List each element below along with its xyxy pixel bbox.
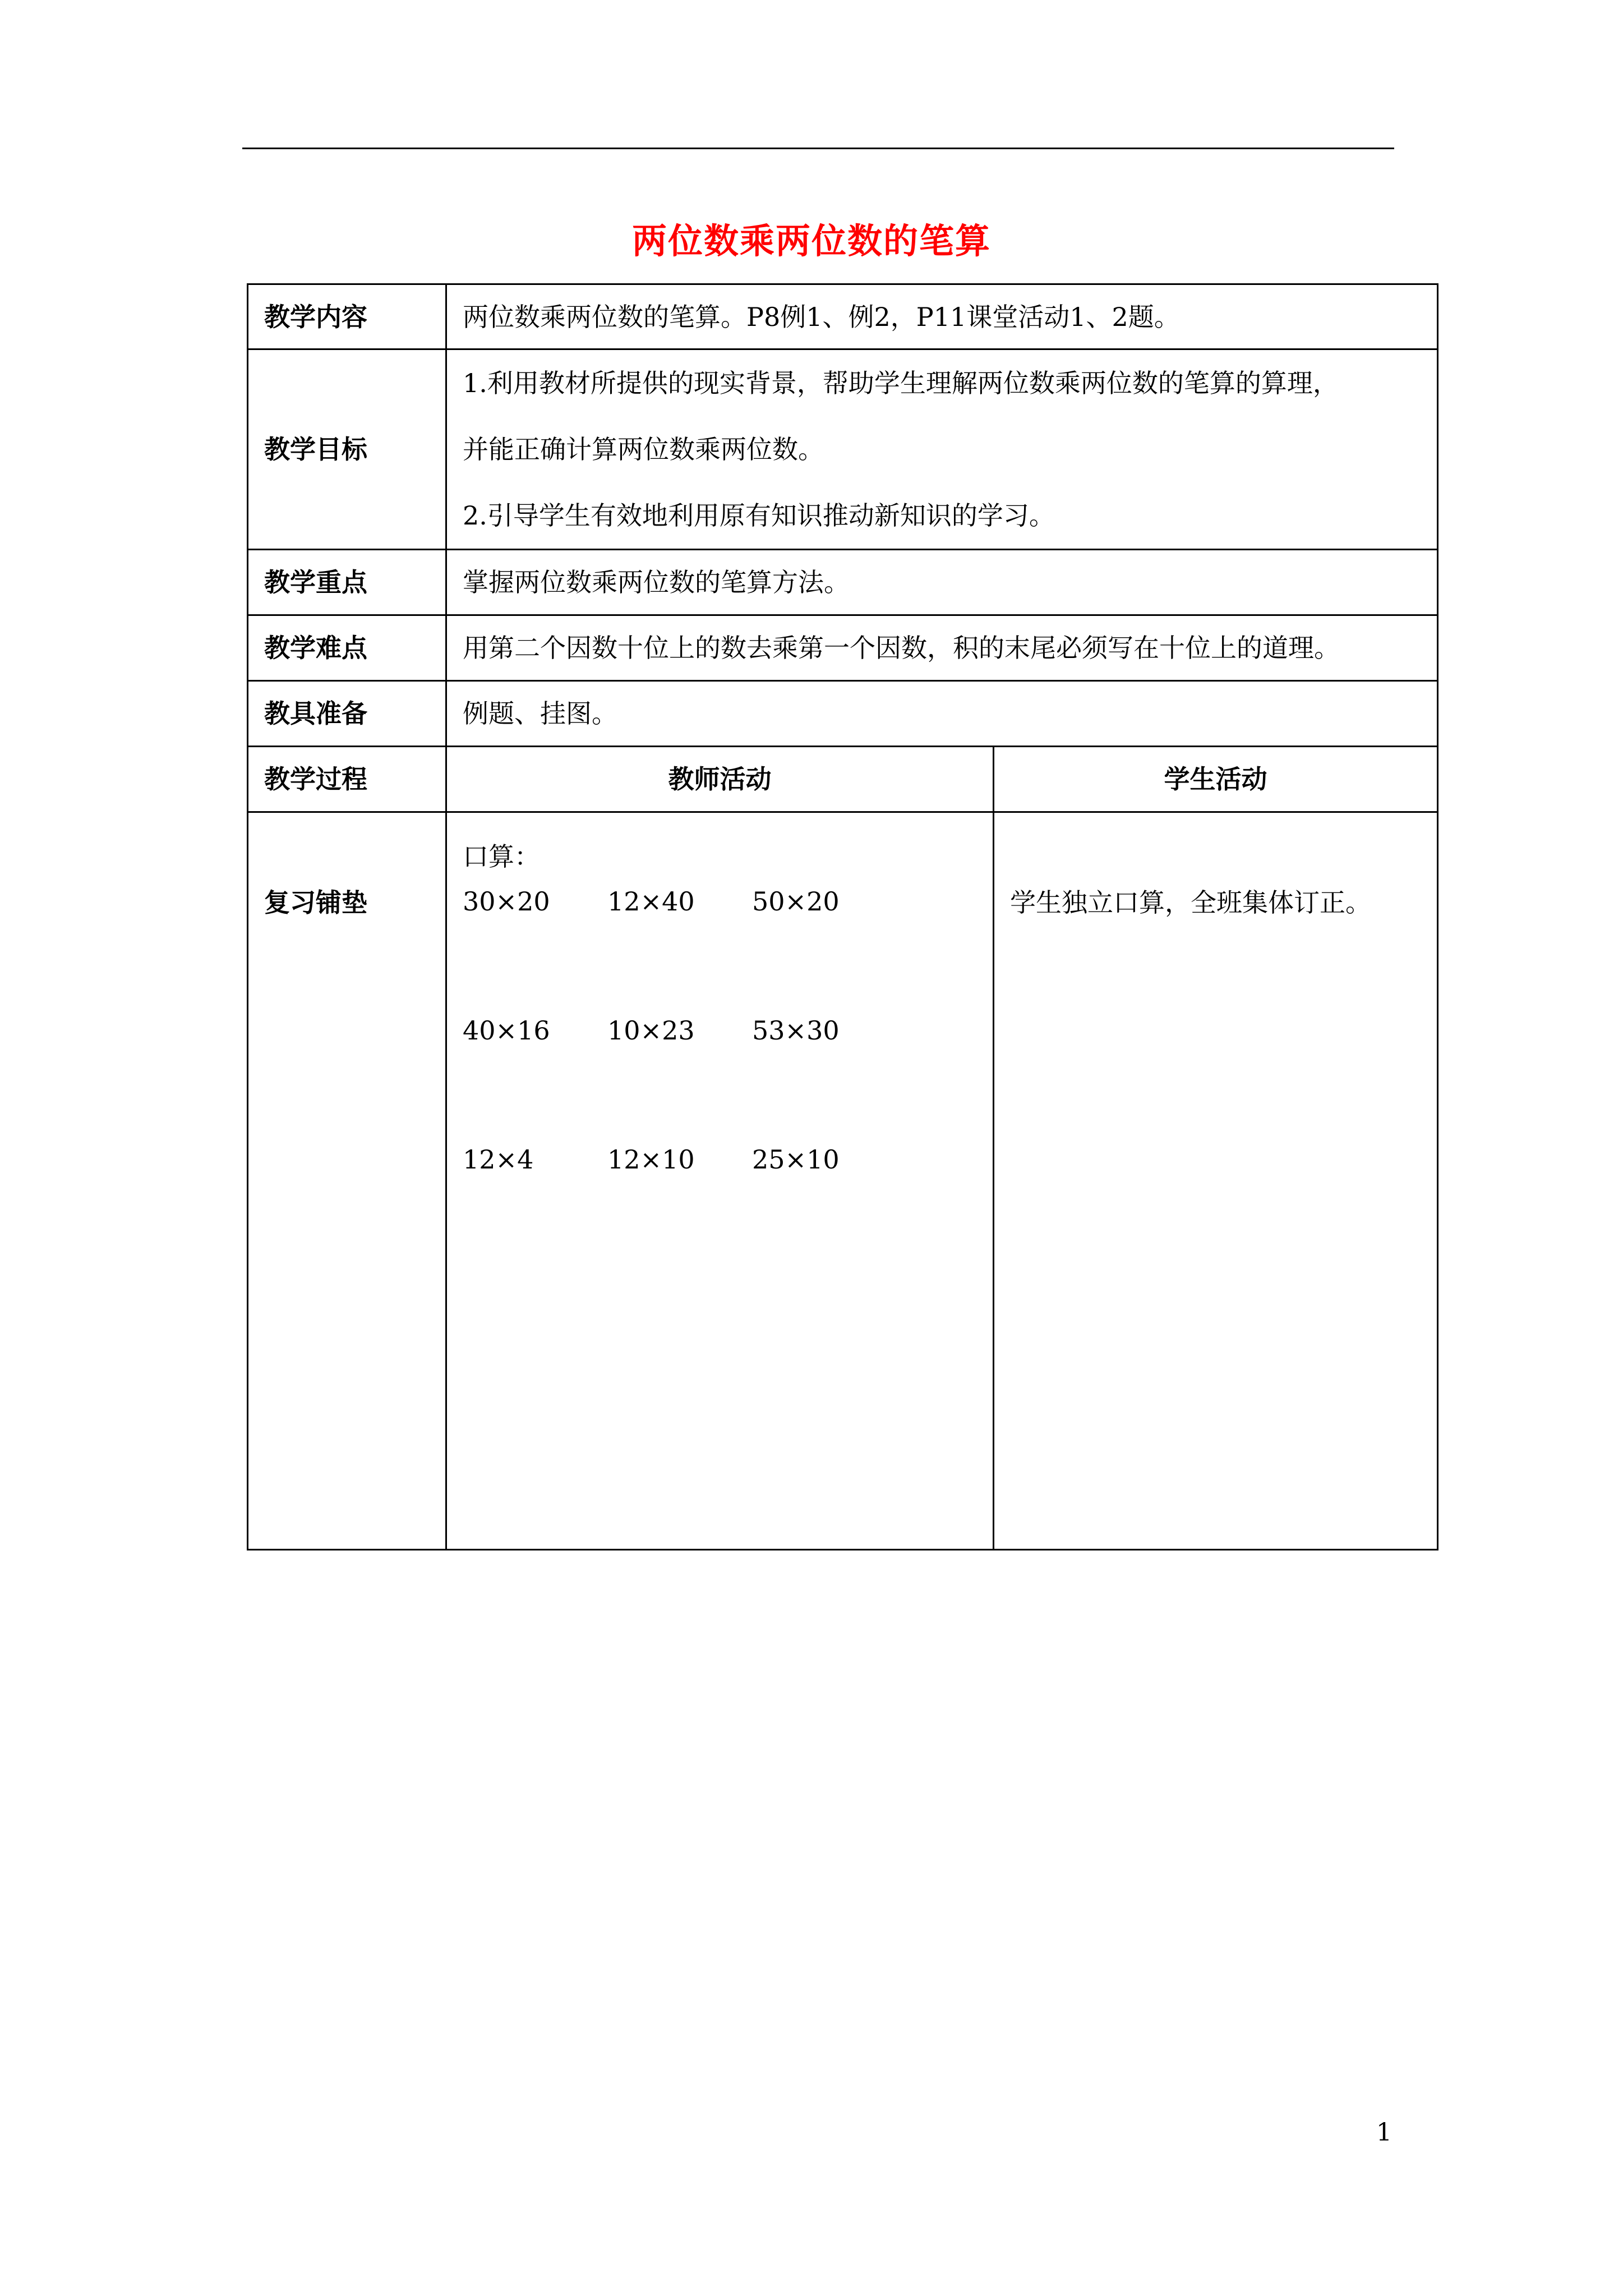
student-activity-review: 学生独立口算，全班集体订正。 [994,812,1438,1550]
label-materials: 教具准备 [248,681,446,747]
label-goals: 教学目标 [248,349,446,550]
page-number: 1 [1376,2118,1392,2147]
label-difficulty: 教学难点 [248,615,446,681]
label-key-point: 教学重点 [248,550,446,615]
calc-problem: 50×20 [752,886,840,917]
calc-problem: 40×16 [463,1015,550,1046]
label-content: 教学内容 [248,284,446,349]
calc-problem: 12×10 [607,1144,695,1175]
value-materials: 例题、挂图。 [446,681,1438,747]
teacher-activity-review [446,812,994,1550]
label-review: 复习铺垫 [248,812,446,1550]
calc-row-1 [463,885,977,1014]
value-goals [446,349,1438,550]
calc-problem: 12×40 [607,886,695,917]
value-content: 两位数乘两位数的笔算。P8例1、例2，P11课堂活动1、2题。 [446,284,1438,349]
value-difficulty: 用第二个因数十位上的数去乘第一个因数，积的末尾必须写在十位上的道理。 [446,615,1438,681]
student-activity-header: 学生活动 [994,747,1438,812]
row-difficulty [248,615,1438,681]
value-key-point: 掌握两位数乘两位数的笔算方法。 [446,550,1438,615]
row-key-point [248,550,1438,615]
header-rule [242,148,1394,149]
calc-problem: 25×10 [752,1144,840,1175]
row-goals [248,349,1438,550]
row-process [248,747,1438,812]
teacher-activity-header: 教师活动 [446,747,994,812]
row-content [248,284,1438,349]
calc-problem: 10×23 [607,1015,695,1046]
goal-line-2: 并能正确计算两位数乘两位数。 [463,434,824,464]
label-process: 教学过程 [248,747,446,812]
row-review [248,812,1438,1550]
calc-row-3 [463,1143,977,1272]
goal-line-3: 2.引导学生有效地利用原有知识推动新知识的学习。 [463,500,1055,531]
row-materials [248,681,1438,747]
calc-problem: 30×20 [463,886,550,917]
document-title: 两位数乘两位数的笔算 [631,220,991,261]
calc-row-2 [463,1014,977,1143]
oral-calc-intro: 口算： [463,841,540,872]
calc-problem: 53×30 [752,1015,840,1046]
calc-problem: 12×4 [463,1144,534,1175]
goal-line-1: 1.利用教材所提供的现实背景，帮助学生理解两位数乘两位数的笔算的算理， [463,368,1339,398]
lesson-plan-table [247,283,1438,1550]
